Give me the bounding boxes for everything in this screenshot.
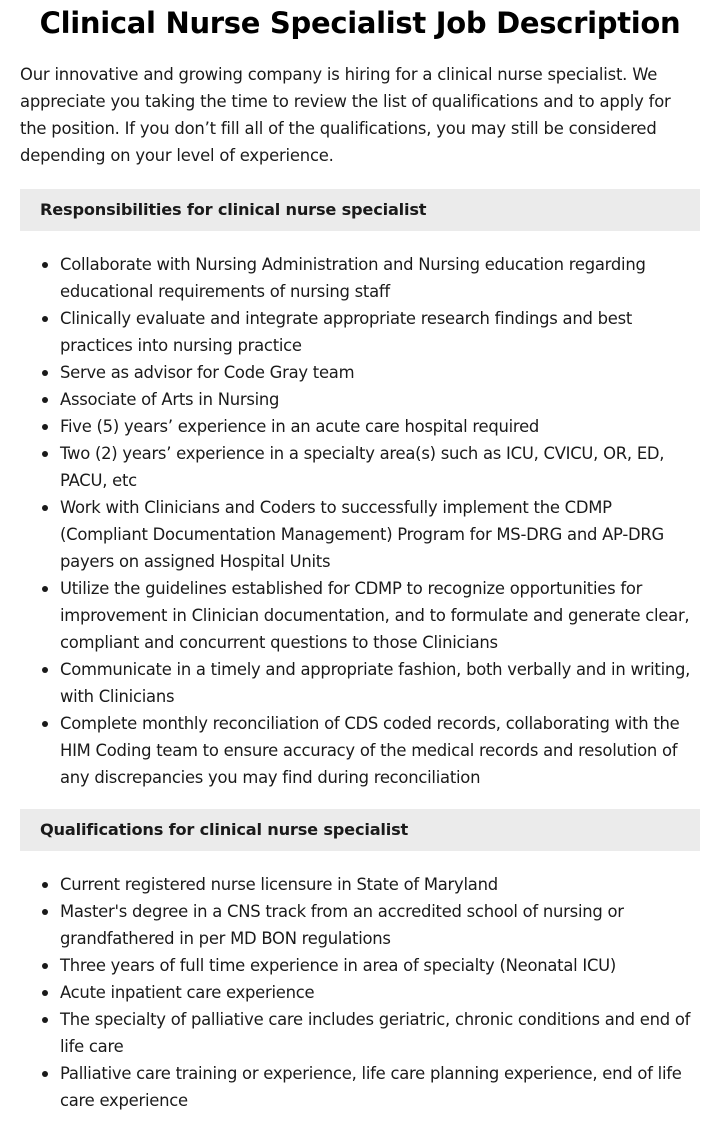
- qualifications-heading: Qualifications for clinical nurse specialist: [20, 809, 700, 851]
- bullet-icon: [42, 575, 48, 602]
- list-item-text: Collaborate with Nursing Administration and Nursing education regarding educational requirements of nursing staff: [60, 255, 646, 301]
- bullet-icon: [42, 305, 48, 332]
- list-item-text: Serve as advisor for Code Gray team: [60, 363, 355, 382]
- bullet-icon: [42, 952, 48, 979]
- list-item-text: Utilize the guidelines established for CDMP to recognize opportunities for improvement in Clinician documentation, and to formulate and generate clear, compliant and concurrent questions to those Clinicians: [60, 579, 690, 652]
- list-item-text: The specialty of palliative care includes geriatric, chronic conditions and end of life care: [60, 1010, 691, 1056]
- list-item-text: Three years of full time experience in area of specialty (Neonatal ICU): [60, 956, 617, 975]
- bullet-icon: [42, 1006, 48, 1033]
- intro-paragraph: Our innovative and growing company is hiring for a clinical nurse specialist. We appreciate you taking the time to review the list of qualifications and to apply for the position. If you don’t fill all of the qualifications, you may still be considered depending on your level of experience.: [20, 65, 671, 165]
- responsibilities-list: [20, 251, 700, 791]
- bullet-icon: [42, 359, 48, 386]
- list-item: [60, 359, 700, 386]
- list-item: [60, 494, 700, 575]
- page-title: Clinical Nurse Specialist Job Description: [39, 6, 681, 40]
- list-item: [60, 386, 700, 413]
- bullet-icon: [42, 979, 48, 1006]
- list-item-text: Two (2) years’ experience in a specialty area(s) such as ICU, CVICU, OR, ED, PACU, etc: [60, 444, 665, 490]
- bullet-icon: [42, 494, 48, 521]
- list-item: [60, 575, 700, 656]
- bullet-icon: [42, 1060, 48, 1087]
- bullet-icon: [42, 898, 48, 925]
- qualifications-list: [20, 871, 700, 1114]
- bullet-icon: [42, 386, 48, 413]
- list-item-text: Master's degree in a CNS track from an accredited school of nursing or grandfathered in per MD BON regulations: [60, 902, 624, 948]
- list-item: [60, 871, 700, 898]
- bullet-icon: [42, 413, 48, 440]
- list-item: [60, 710, 700, 791]
- bullet-icon: [42, 710, 48, 737]
- list-item-text: Communicate in a timely and appropriate fashion, both verbally and in writing, with Clinicians: [60, 660, 691, 706]
- list-item-text: Work with Clinicians and Coders to successfully implement the CDMP (Compliant Documentation Management) Program for MS-DRG and AP-DRG payers on assigned Hospital Units: [60, 498, 664, 571]
- list-item: [60, 413, 700, 440]
- list-item: [60, 440, 700, 494]
- bullet-icon: [42, 871, 48, 898]
- list-item: [60, 898, 700, 952]
- list-item-text: Complete monthly reconciliation of CDS coded records, collaborating with the HIM Coding team to ensure accuracy of the medical records and resolution of any discrepancies you may find during reconciliation: [60, 714, 680, 787]
- list-item: [60, 305, 700, 359]
- bullet-icon: [42, 440, 48, 467]
- list-item-text: Associate of Arts in Nursing: [60, 390, 280, 409]
- list-item: [60, 952, 700, 979]
- list-item-text: Palliative care training or experience, life care planning experience, end of life care experience: [60, 1064, 682, 1110]
- list-item: [60, 656, 700, 710]
- list-item-text: Acute inpatient care experience: [60, 983, 315, 1002]
- list-item-text: Current registered nurse licensure in State of Maryland: [60, 875, 498, 894]
- list-item-text: Five (5) years’ experience in an acute care hospital required: [60, 417, 540, 436]
- list-item: [60, 1006, 700, 1060]
- bullet-icon: [42, 251, 48, 278]
- list-item: [60, 979, 700, 1006]
- responsibilities-heading: Responsibilities for clinical nurse specialist: [20, 189, 700, 231]
- bullet-icon: [42, 656, 48, 683]
- list-item: [60, 1060, 700, 1114]
- list-item: [60, 251, 700, 305]
- list-item-text: Clinically evaluate and integrate appropriate research findings and best practices into nursing practice: [60, 309, 633, 355]
